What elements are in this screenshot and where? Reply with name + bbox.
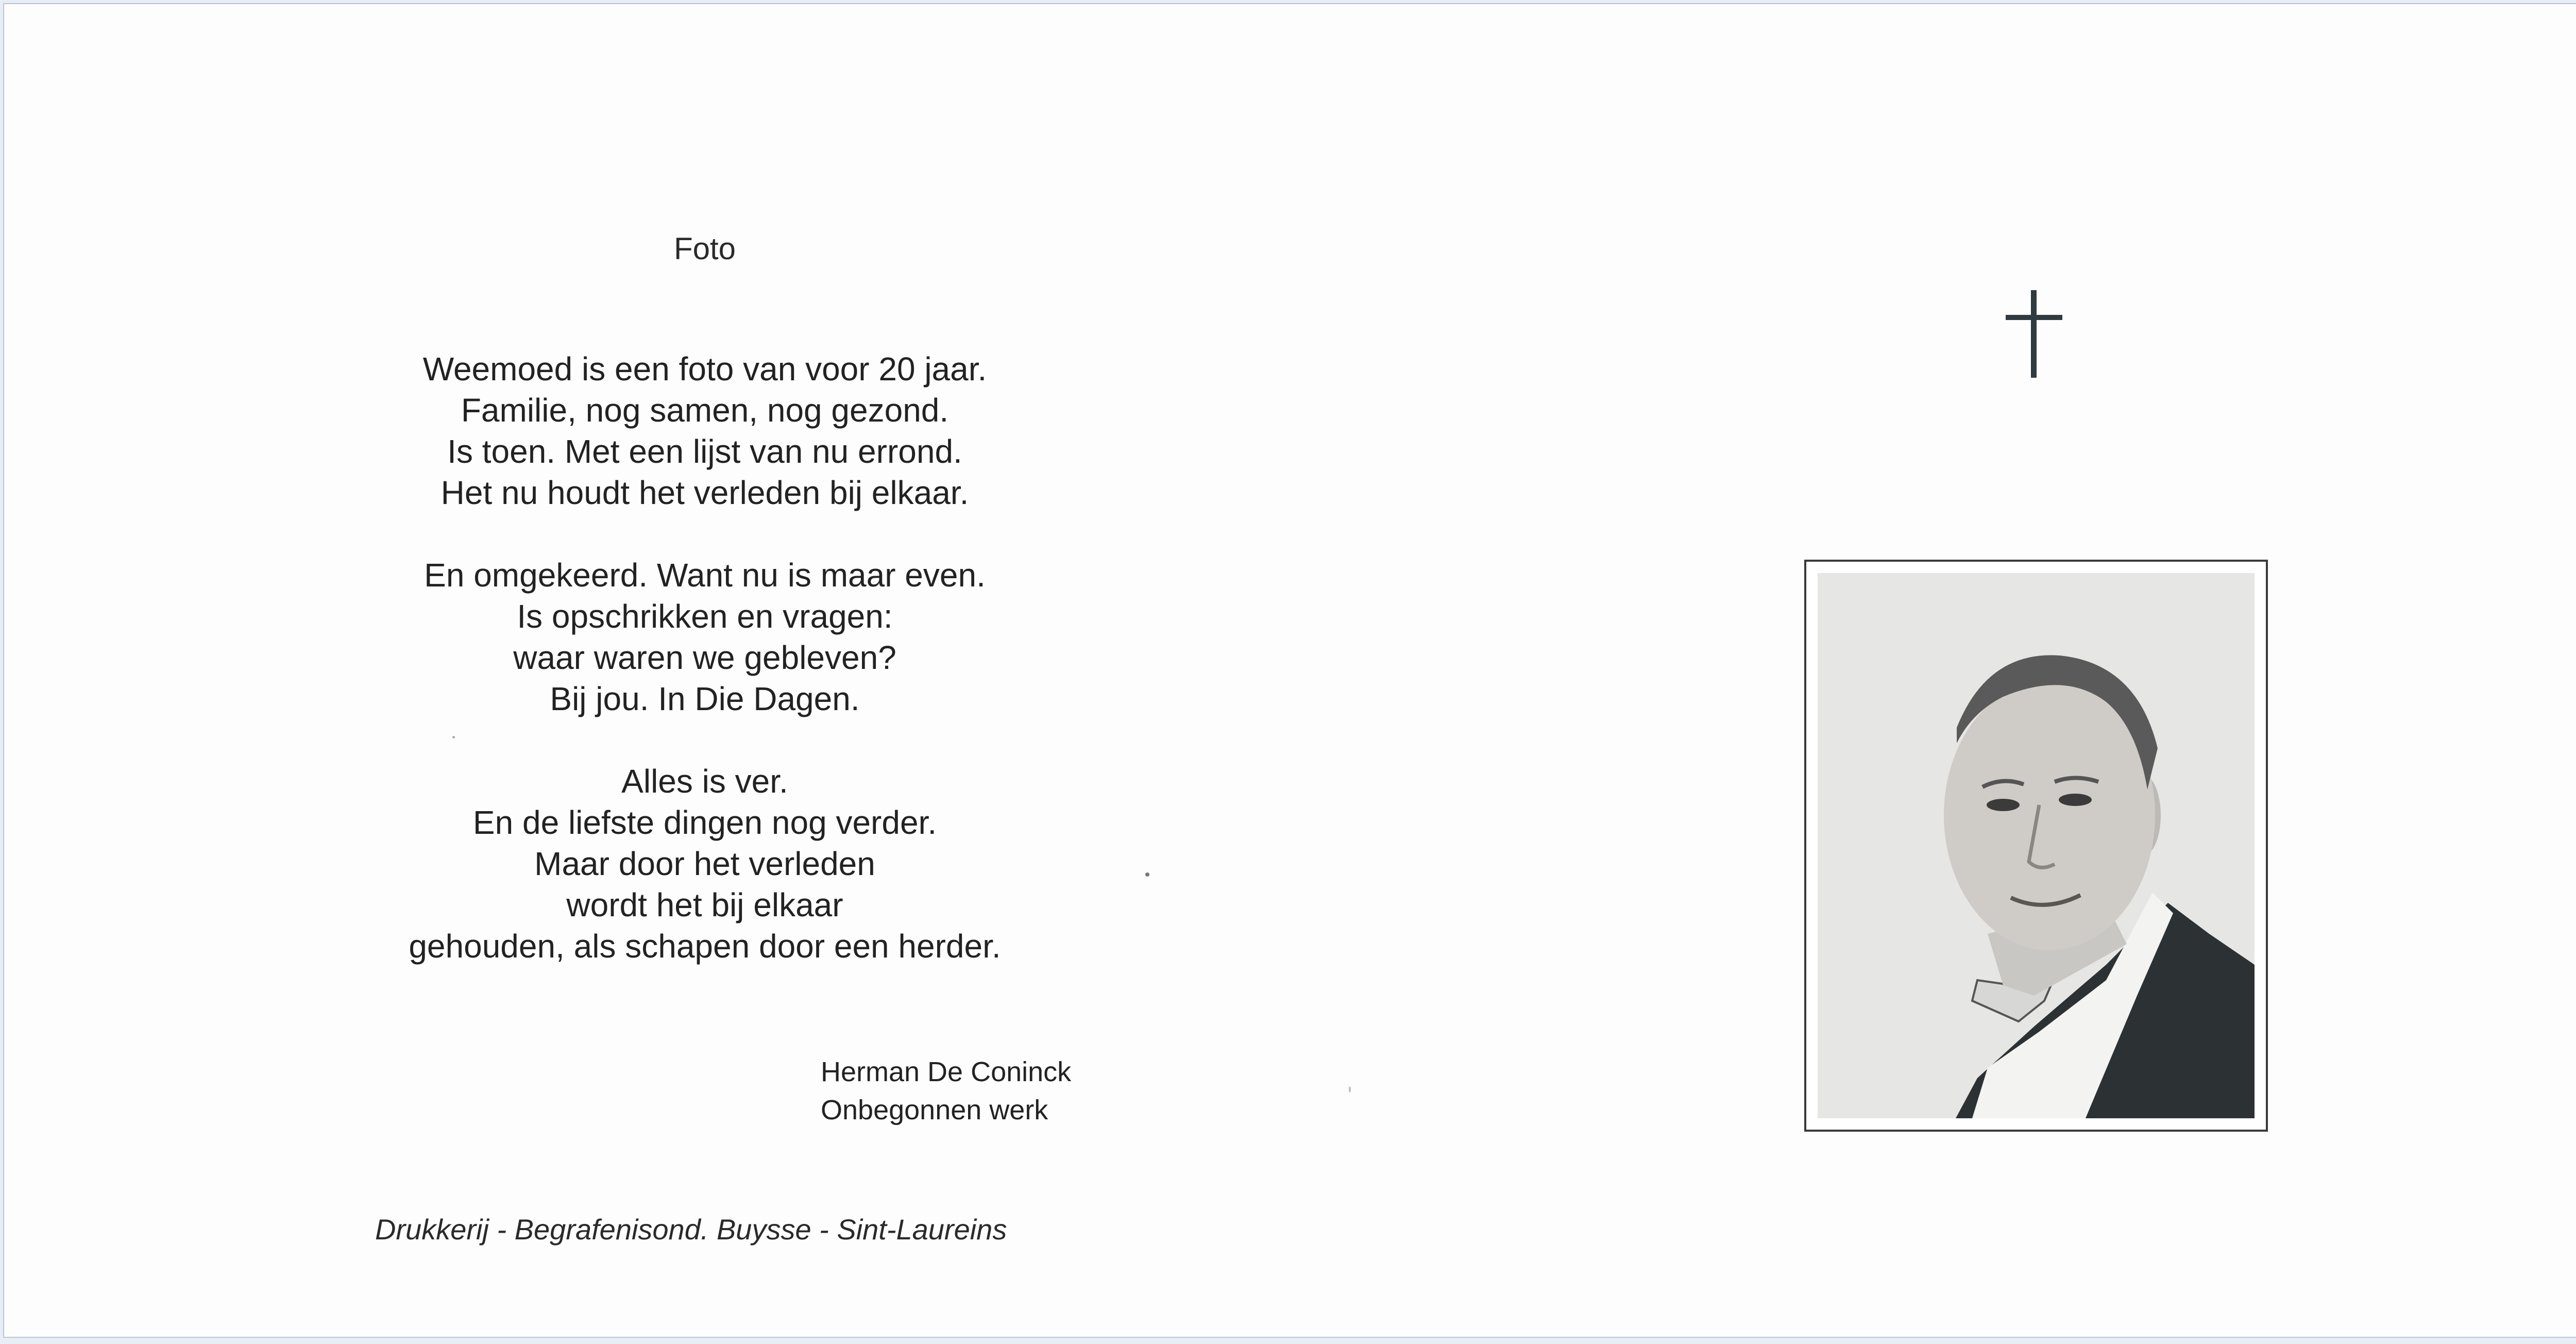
poem-attribution [821, 1053, 1071, 1129]
memorial-card [3, 3, 2576, 1338]
poem-stanza-1 [293, 348, 1117, 513]
poem-line: Het nu houdt het verleden bij elkaar. [440, 474, 969, 511]
poem-line: Bij jou. In Die Dagen. [550, 680, 860, 717]
portrait-frame [1804, 560, 2268, 1132]
poem-line: Is opschrikken en vragen: [517, 598, 893, 635]
poem-stanza-2 [293, 555, 1117, 719]
paper-speck [1349, 1086, 1351, 1093]
paper-speck [452, 736, 455, 738]
poem-stanza-3 [293, 761, 1117, 967]
poem-line: En omgekeerd. Want nu is maar even. [424, 557, 986, 594]
poem-line: Alles is ver. [621, 763, 788, 800]
poem-line: Familie, nog samen, nog gezond. [461, 392, 949, 429]
poem [293, 348, 1117, 1008]
poem-line: Maar door het verleden [534, 845, 875, 882]
poem-line: gehouden, als schapen door een herder. [409, 928, 1001, 965]
paper-speck [1145, 872, 1149, 877]
poem-title: Foto [673, 231, 736, 266]
latin-cross-icon [2006, 290, 2062, 378]
poem-source: Onbegonnen werk [821, 1095, 1048, 1125]
poem-line: waar waren we gebleven? [513, 639, 896, 676]
poem-line: Is toen. Met een lijst van nu errond. [447, 433, 962, 470]
printer-credit: Drukkerij - Begrafenisond. Buysse - Sint-Laureins [375, 1213, 1007, 1246]
poem-line: En de liefste dingen nog verder. [472, 804, 937, 841]
portrait-photo [1818, 573, 2255, 1118]
poem-line: Weemoed is een foto van voor 20 jaar. [422, 350, 987, 388]
poem-author: Herman De Coninck [821, 1056, 1072, 1087]
poem-line: wordt het bij elkaar [566, 886, 843, 923]
